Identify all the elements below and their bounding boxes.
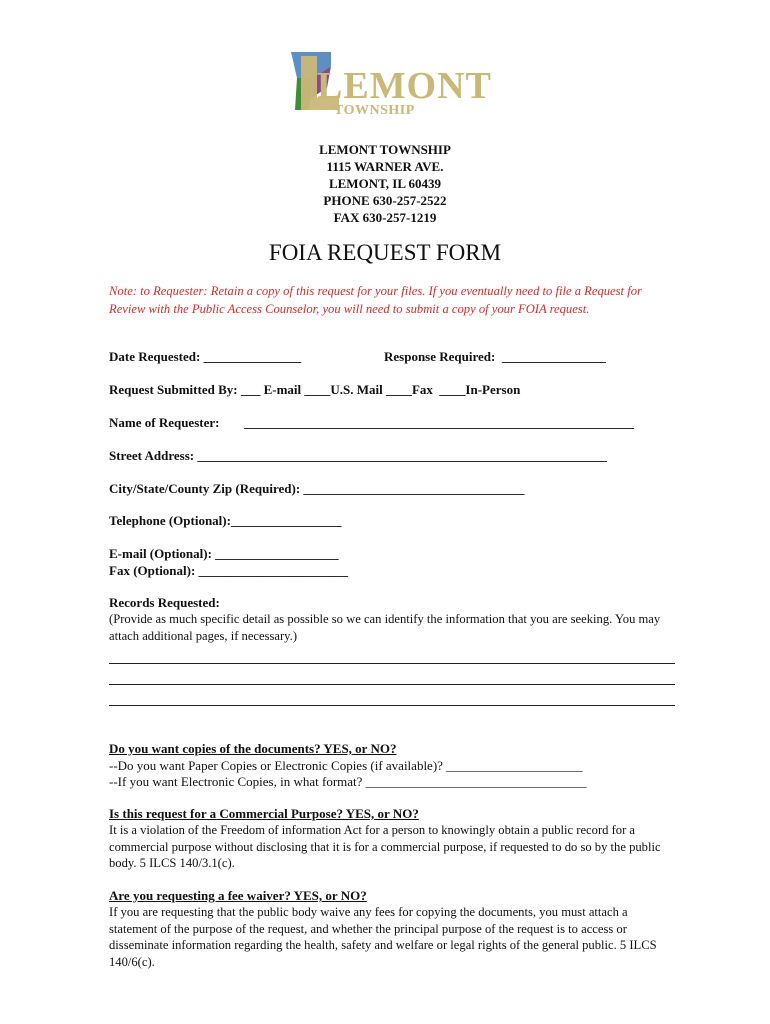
copies-heading: Do you want copies of the documents? YES, or NO? [109,741,397,756]
address-street: 1115 WARNER AVE. [326,159,444,174]
email-field[interactable]: E-mail (Optional): ___________________ [109,546,339,561]
telephone-field[interactable]: Telephone (Optional):_________________ [109,513,342,528]
address-block [0,141,770,226]
date-requested-field[interactable]: Date Requested: _______________ [109,349,302,364]
street-address-field[interactable]: Street Address: _______________________________________________________________ [109,448,607,463]
address-city: LEMONT, IL 60439 [328,176,442,191]
logo-subtitle: TOWNSHIP [334,103,415,118]
requester-note: Note: to Requester: Retain a copy of this request for your files. If you eventually need to file a Request for Review with the Public Access Counselor, you will need to submit a copy of your FOIA request. [109,284,642,316]
request-submitted-field[interactable]: Request Submitted By: ___ E-mail ____U.S. Mail ____Fax ____In-Person [109,382,521,397]
fee-waiver-text: If you are requesting that the public body waive any fees for copying the documents, you must attach a statement of the purpose of the request, and whether the principal purpose of the request is to access or disseminate information regarding the health, safety and welfare or legal rights of the general public. 5 ILCS 140/6(c). [109,905,657,969]
electronic-format-field[interactable]: --If you want Electronic Copies, in what format? __________________________________ [109,774,587,789]
commercial-purpose-text: It is a violation of the Freedom of information Act for a person to knowingly obtain a public record for a commercial purpose without disclosing that it is for a commercial purpose, if requested to do so by the public body. 5 ILCS 140/3.1(c). [109,823,661,870]
fax-field[interactable]: Fax (Optional): _______________________ [109,563,349,578]
records-blank-line-2[interactable] [109,684,675,685]
records-requested-heading: Records Requested: [109,595,220,610]
form-title: FOIA REQUEST FORM [268,240,502,265]
paper-or-electronic-field[interactable]: --Do you want Paper Copies or Electronic Copies (if available)? _____________________ [109,758,583,773]
address-name: LEMONT TOWNSHIP [319,142,451,157]
name-of-requester-label: Name of Requester: [109,415,220,430]
name-of-requester-field[interactable]: ____________________________________________________________ [244,415,634,430]
commercial-purpose-heading: Is this request for a Commercial Purpose? YES, or NO? [109,806,419,821]
address-phone: PHONE 630-257-2522 [323,193,447,208]
fee-waiver-heading: Are you requesting a fee waiver? YES, or NO? [109,888,367,903]
address-fax: FAX 630-257-1219 [333,210,437,225]
lemont-township-logo [287,48,502,122]
records-requested-instructions: (Provide as much specific detail as possible so we can identify the information that you are seeking. You may attach additional pages, if necessary.) [109,612,661,643]
records-blank-line-3[interactable] [109,705,675,706]
response-required-field[interactable]: Response Required: ________________ [384,349,606,364]
records-blank-line-1[interactable] [109,663,675,664]
city-state-zip-field[interactable]: City/State/County Zip (Required): __________________________________ [109,481,525,496]
logo-wordmark: LEMONT [317,65,492,107]
